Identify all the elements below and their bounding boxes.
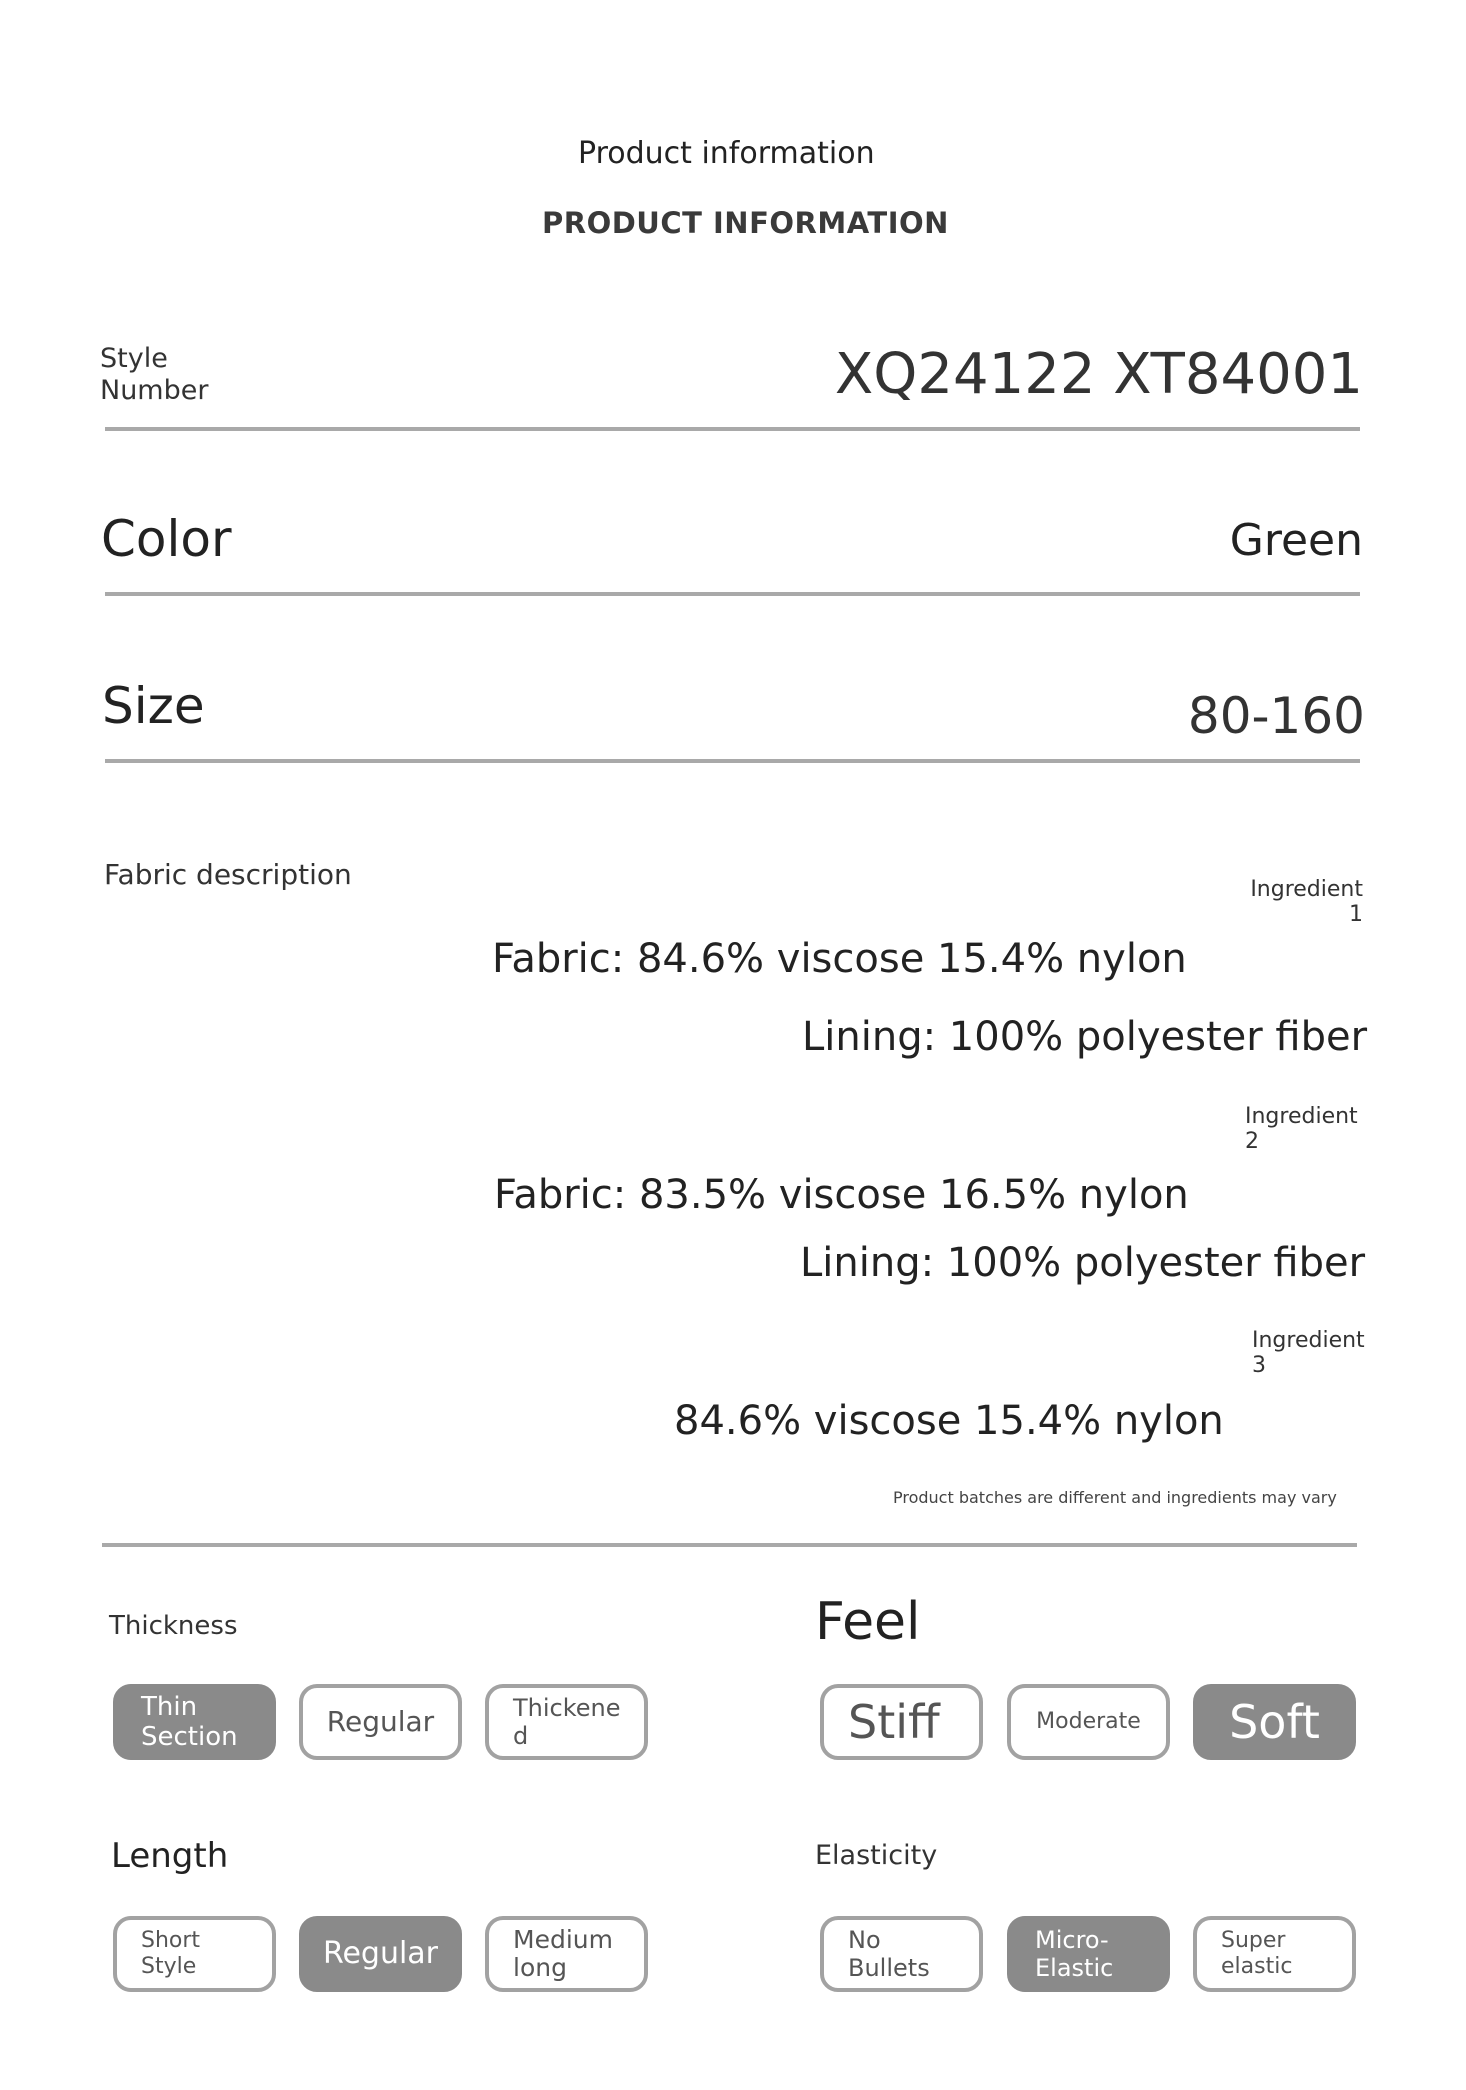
ingredient-line: 84.6% viscose 15.4% nylon (674, 1398, 1224, 1444)
ingredient-label: Ingredient 3 (1252, 1328, 1365, 1378)
color-label: Color (101, 510, 232, 568)
length-label: Length (111, 1836, 229, 1876)
ingredient-label: Ingredient 1 (1250, 877, 1363, 927)
fabric-description-label: Fabric description (104, 858, 352, 891)
thickness-option-thin-section[interactable]: Thin Section (113, 1684, 276, 1760)
size-label: Size (102, 677, 205, 735)
page-title: Product information (578, 136, 875, 171)
style-number-value: XQ24122 XT84001 (834, 342, 1363, 407)
divider (105, 592, 1360, 596)
elasticity-label: Elasticity (815, 1840, 938, 1871)
ingredient-line: Lining: 100% polyester fiber (800, 1240, 1366, 1286)
ingredient-label: Ingredient 2 (1245, 1104, 1358, 1154)
feel-option-moderate[interactable]: Moderate (1007, 1684, 1170, 1760)
ingredient-line: Fabric: 84.6% viscose 15.4% nylon (492, 936, 1187, 982)
elasticity-option-micro-elastic[interactable]: Micro-Elastic (1007, 1916, 1170, 1992)
thickness-option-regular[interactable]: Regular (299, 1684, 462, 1760)
feel-option-soft[interactable]: Soft (1193, 1684, 1356, 1760)
feel-option-stiff[interactable]: Stiff (820, 1684, 983, 1760)
ingredient-line: Lining: 100% polyester fiber (802, 1014, 1368, 1060)
feel-label: Feel (815, 1592, 921, 1652)
length-option-short-style[interactable]: Short Style (113, 1916, 276, 1992)
length-option-regular[interactable]: Regular (299, 1916, 462, 1992)
elasticity-option-super-elastic[interactable]: Super elastic (1193, 1916, 1356, 1992)
color-value: Green (1229, 515, 1363, 566)
size-value: 80-160 (1187, 687, 1365, 745)
batch-note: Product batches are different and ingredients may vary (893, 1488, 1337, 1507)
page-subtitle: PRODUCT INFORMATION (542, 206, 949, 240)
thickness-option-thickened[interactable]: Thickene d (485, 1684, 648, 1760)
style-number-label: Style Number (100, 343, 209, 406)
ingredient-line: Fabric: 83.5% viscose 16.5% nylon (494, 1172, 1189, 1218)
divider (102, 1543, 1357, 1547)
elasticity-option-no-bullets[interactable]: No Bullets (820, 1916, 983, 1992)
length-option-medium-long[interactable]: Medium long (485, 1916, 648, 1992)
divider (105, 427, 1360, 431)
thickness-label: Thickness (109, 1611, 238, 1641)
divider (105, 759, 1360, 763)
